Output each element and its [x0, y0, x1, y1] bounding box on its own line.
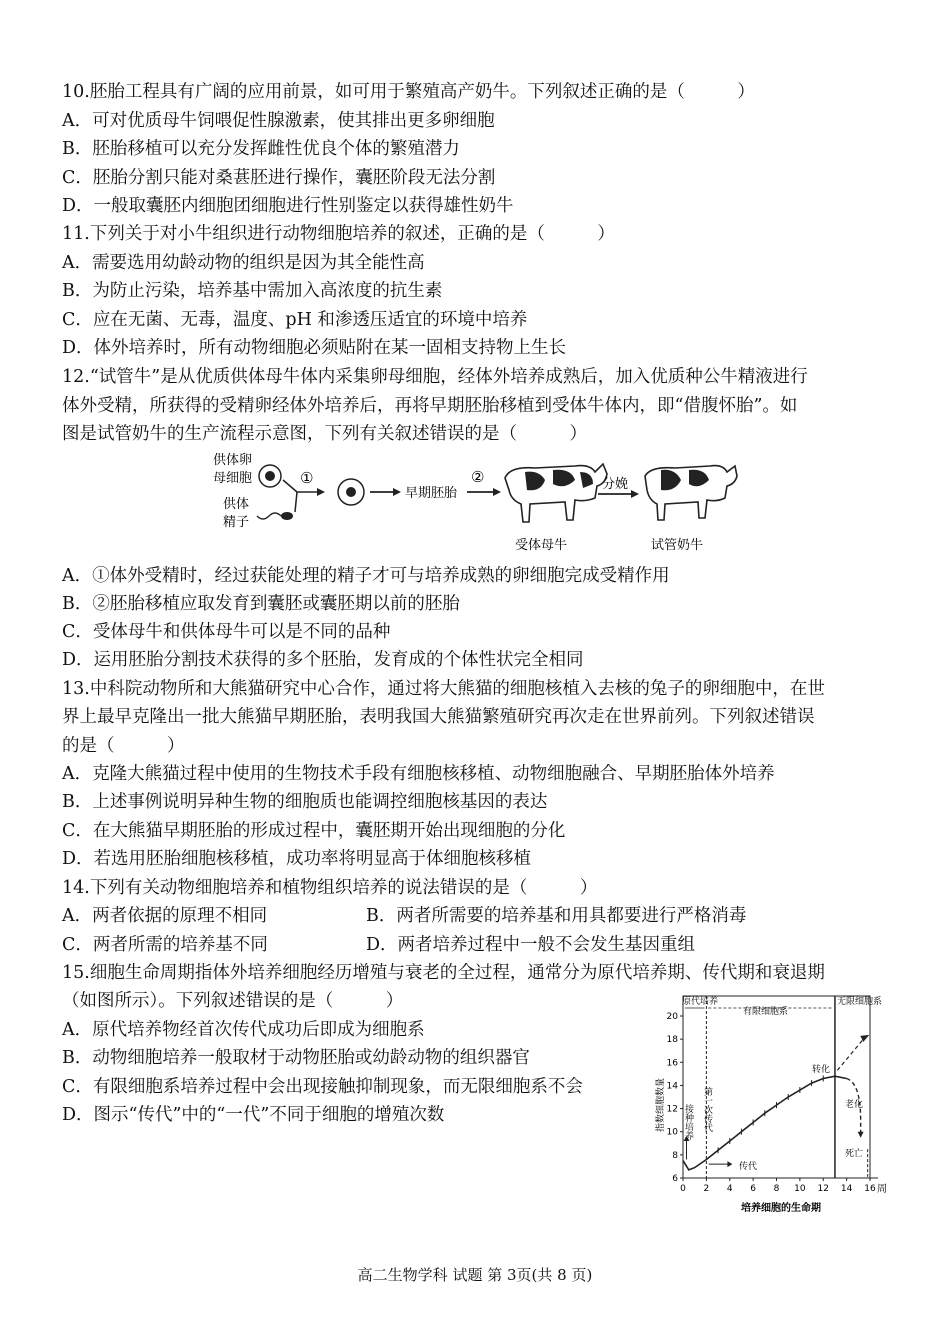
passage-arrowhead [727, 1161, 732, 1167]
transformation-line [837, 1037, 865, 1071]
annotation-first-passage: 第一次传代 [702, 1087, 712, 1132]
q11-stem: 11.下列关于对小牛组织进行动物细胞培养的叙述，正确的是（ ） [62, 224, 615, 244]
y-axis-label: 指数细胞数量 [656, 1077, 666, 1132]
test-tube-cow-label: 试管奶牛 [651, 538, 704, 553]
q10-option-b: B．胚胎移植可以充分发挥雌性优良个体的繁殖潜力 [62, 139, 460, 159]
annotation-inoculation: 接种培养 [683, 1104, 693, 1140]
q15-option-a: A．原代培养物经首次传代成功后即成为细胞系 [62, 1020, 425, 1040]
recipient-cow-label: 受体母牛 [515, 538, 568, 553]
q10-option-c: C．胚胎分割只能对桑葚胚进行操作，囊胚阶段无法分割 [62, 168, 496, 188]
q12-stem-line1: 12.“试管牛”是从优质供体母牛体内采集卵母细胞，经体外培养成熟后，加入优质种公牛精液进行 [62, 367, 808, 387]
q12-option-d: D．运用胚胎分割技术获得的多个胚胎，发育成的个体性状完全相同 [62, 650, 584, 670]
y-tick-label-4: 14 [666, 1081, 678, 1092]
test-tube-cow-icon [645, 466, 737, 520]
q13-option-c: C．在大熊猫早期胚胎的形成过程中，囊胚期开始出现细胞的分化 [62, 821, 566, 841]
donor-egg-label-2: 母细胞 [213, 471, 253, 486]
x-tick-label-6: 12 [817, 1184, 829, 1194]
y-tick-label-5: 16 [666, 1058, 678, 1069]
q15-stem-line1: 15.细胞生命周期指体外培养细胞经历增殖与衰老的全过程，通常分为原代培养期、传代期和衰退期 [62, 963, 825, 983]
q14-stem: 14.下列有关动物细胞培养和植物组织培养的说法错误的是（ ） [62, 878, 598, 898]
q13-stem-line2: 界上最早克隆出一批大熊猫早期胚胎，表明我国大熊猫繁殖研究再次走在世界前列。下列叙述错误 [62, 707, 815, 727]
x-tick-label-7: 14 [840, 1184, 853, 1194]
fertilized-egg-icon [338, 479, 364, 505]
x-tick-label-3: 6 [750, 1184, 756, 1194]
q10-option-d: D．一般取囊胚内细胞团细胞进行性别鉴定以获得雄性奶牛 [62, 196, 514, 216]
donor-egg-label-1: 供体卵 [213, 453, 253, 468]
q13-option-b: B．上述事例说明异种生物的细胞质也能调控细胞核基因的表达 [62, 792, 548, 812]
step-2-label: ② [471, 468, 485, 486]
donor-sperm-label-2: 精子 [223, 515, 250, 530]
senescence-arrowhead [858, 1132, 864, 1138]
q13-stem-line1: 13.中科院动物所和大熊猫研究中心合作，通过将大熊猫的细胞核植入去核的兔子的卵细胞中，在世 [62, 679, 825, 699]
q12-stem-line3: 图是试管奶牛的生产流程示意图，下列有关叙述错误的是（ ） [62, 424, 587, 444]
q11-option-c: C．应在无菌、无毒，温度、pH 和渗透压适宜的环境中培养 [62, 310, 528, 330]
x-axis-label: 培养细胞的生命期 [741, 1203, 821, 1214]
q12-option-c: C．受体母牛和供体母牛可以是不同的品种 [62, 622, 391, 642]
q15-stem-line2: （如图所示）。下列叙述错误的是（ ） [62, 991, 404, 1011]
phase-label-finite: 有限细胞系 [743, 1007, 789, 1017]
q12-option-a: A．①体外受精时，经过获能处理的精子才可与培养成熟的卵细胞完成受精作用 [62, 566, 670, 586]
q10-stem: 10.胚胎工程具有广阔的应用前景，如可用于繁殖高产奶牛。下列叙述正确的是（ ） [62, 82, 755, 102]
y-tick-label-2: 10 [666, 1127, 678, 1138]
q13-stem-line3: 的是（ ） [62, 736, 185, 756]
x-tick-label-0: 0 [680, 1184, 686, 1194]
q15-option-b: B．动物细胞培养一般取材于动物胚胎或幼龄动物的组织器官 [62, 1048, 530, 1068]
q11-option-a: A．需要选用幼龄动物的组织是因为其全能性高 [62, 253, 425, 273]
q14-option-c: C．两者所需的培养基不同 [62, 935, 268, 955]
step-1-label: ① [300, 469, 314, 487]
q10-option-a: A．可对优质母牛饲喂促性腺激素，使其排出更多卵细胞 [62, 111, 495, 131]
cell-lifecycle-chart [655, 992, 895, 1214]
y-tick-label-0: 6 [672, 1174, 678, 1184]
y-tick-label-6: 18 [666, 1035, 678, 1046]
q13-option-a: A．克隆大熊猫过程中使用的生物技术手段有细胞核移植、动物细胞融合、早期胚胎体外培养 [62, 764, 775, 784]
q14-option-d: D．两者培养过程中一般不会发生基因重组 [366, 935, 696, 955]
annotation-passage: 传代 [739, 1162, 758, 1172]
q12-stem-line2: 体外受精，所获得的受精卵经体外培养后，再将早期胚胎移植到受体牛体内，即“借腹怀胎”。如 [62, 396, 798, 416]
x-tick-label-2: 4 [726, 1184, 733, 1194]
x-axis-unit: 周 [877, 1184, 887, 1195]
birth-label: 分娩 [602, 477, 629, 492]
y-tick-label-3: 12 [666, 1104, 678, 1115]
page-footer: 高二生物学科 试题 第 3页(共 8 页) [357, 1266, 593, 1284]
early-embryo-label: 早期胚胎 [405, 486, 458, 501]
phase-label-primary: 原代培养 [682, 997, 719, 1007]
y-tick-label-7: 20 [666, 1012, 678, 1022]
annotation-transform: 转化 [812, 1065, 831, 1075]
q13-option-d: D．若选用胚胎细胞核移植，成功率将明显高于体细胞核移植 [62, 849, 532, 869]
ivf-cattle-flow-diagram [205, 450, 745, 555]
x-tick-label-8: 16 [864, 1184, 876, 1194]
y-tick-label-1: 8 [672, 1150, 678, 1161]
q14-option-a: A．两者依据的原理不相同 [62, 906, 268, 926]
q14-option-b: B．两者所需要的培养基和用具都要进行严格消毒 [366, 906, 747, 926]
q15-option-d: D．图示“传代”中的“一代”不同于细胞的增殖次数 [62, 1105, 445, 1125]
x-tick-label-1: 2 [703, 1184, 710, 1194]
phase-label-infinite: 无限细胞系 [837, 997, 883, 1007]
sperm-icon [257, 512, 293, 520]
q11-option-d: D．体外培养时，所有动物细胞必须贴附在某一固相支持物上生长 [62, 338, 567, 358]
egg-cell-icon [259, 465, 281, 487]
q11-option-b: B．为防止污染，培养基中需加入高浓度的抗生素 [62, 281, 443, 301]
q15-option-c: C．有限细胞系培养过程中会出现接触抑制现象，而无限细胞系不会 [62, 1077, 583, 1097]
annotation-aging: 老化 [845, 1100, 864, 1110]
donor-sperm-label-1: 供体 [223, 497, 250, 512]
q12-option-b: B．②胚胎移植应取发育到囊胚或囊胚期以前的胚胎 [62, 594, 460, 614]
annotation-death: 死亡 [845, 1149, 864, 1159]
x-tick-label-5: 10 [794, 1184, 806, 1194]
recipient-cow-icon [505, 464, 607, 522]
x-tick-label-4: 8 [773, 1184, 780, 1194]
